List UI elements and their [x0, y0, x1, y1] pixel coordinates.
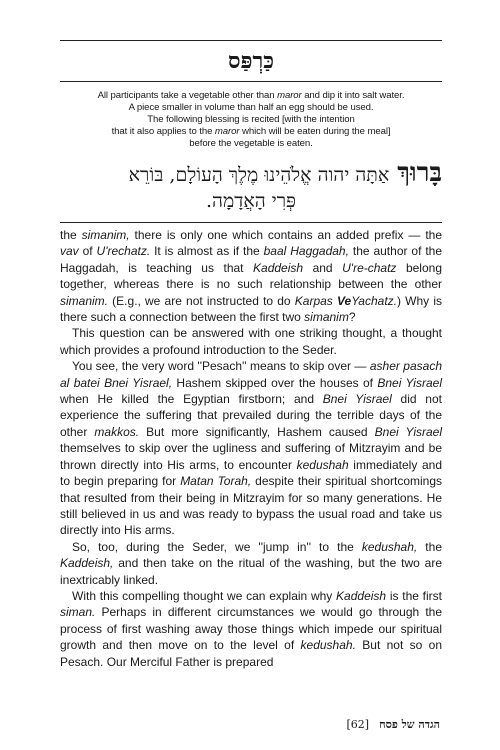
emphasis-text: Kaddeish: [336, 588, 387, 603]
title-rule: [60, 81, 442, 82]
emphasis-text: kedushah.: [300, 638, 356, 653]
text-run: is the first: [386, 588, 442, 603]
text-run: despite their spiritual shortcomings that resulted from their being in Mitzrayim for so many generations. He still believed in us and was ready to bypass the usual road and take us directly into His arms.: [60, 474, 443, 538]
page-content: [60, 40, 442, 670]
text-run: Hashem skipped over the houses of: [172, 375, 378, 390]
top-rule: [60, 40, 442, 41]
instruction-line-5: before the vegetable is eaten.: [189, 138, 313, 149]
instruction-line-2: A piece smaller in volume than half an egg should be used.: [128, 102, 374, 113]
blessing-text: [60, 160, 442, 214]
emphasis-text: simanim.: [60, 293, 109, 308]
emphasis-text: Ve: [336, 293, 352, 308]
text-run: immediately and to begin preparing for: [60, 457, 442, 489]
text-run: (E.g., we are not instructed to do: [108, 293, 295, 308]
text-run: ?: [348, 310, 356, 325]
emphasis-text: U're-chatz: [342, 260, 397, 275]
emphasis-text: Karpas: [294, 293, 337, 308]
emphasis-text: Bnei Yisrael: [322, 392, 392, 407]
text-run: Perhaps in different circumstances we would go through the process of first washing away those things which impede our spiritual growth and then move on to the level of: [60, 605, 442, 653]
emphasis-text: Yachatz.: [351, 293, 397, 308]
text-run: did not experience the suffering that prevailed during the terrible days of the other: [60, 392, 442, 439]
page-footer: [346, 718, 440, 731]
blessing-line-1: אַתָּה יהוה אֱלֹהֵינוּ מֶלֶךְ הָעוֹלָם, בּוֹרֵא: [128, 164, 390, 186]
text-run: the: [417, 539, 442, 554]
paragraph-5: [60, 588, 442, 670]
emphasis-text: Kaddeish,: [60, 556, 114, 571]
text-run: This question can be answered with one striking thought, a thought which provides a profound introduction to the Seder.: [60, 326, 442, 357]
paragraph-4: [60, 539, 442, 588]
instruction-line-3: The following blessing is recited [with the intention: [147, 114, 355, 125]
text-run: You see, the very word ''Pesach'' means to skip over —: [72, 359, 370, 374]
text-run: the: [60, 228, 82, 242]
emphasis-text: baal Haggadah,: [263, 244, 349, 259]
emphasis-text: Bnei Yisrael: [374, 424, 442, 439]
blessing-line-2: פְּרִי הָאֲדָמָה.: [205, 190, 296, 212]
text-run: there is only one which contains an added prefix — the: [129, 228, 442, 242]
emphasis-text: makkos.: [94, 424, 140, 439]
emphasis-text: siman.: [60, 605, 96, 620]
text-run: themselves to skip over the ugliness and suffering of Mitzrayim and be thrown directly into His arms, to encounter: [60, 441, 442, 472]
blessing-rule: [60, 222, 442, 223]
page-number: [62]: [346, 718, 370, 731]
text-run: ) Why is there such a connection between the first two: [60, 293, 442, 325]
emphasis-text: Matan Torah,: [180, 474, 252, 489]
emphasis-text: asher pasach al batei Bnei Yisrael,: [60, 359, 442, 390]
text-run: So, too, during the Seder, we ''jump in'' to the: [72, 539, 362, 554]
text-run: But more significantly, Hashem caused: [139, 424, 375, 439]
text-run: It is almost as if the: [150, 244, 264, 259]
paragraph-1: [60, 227, 442, 325]
emphasis-text: kedushah,: [361, 539, 418, 554]
emphasis-text: simanim: [304, 310, 349, 325]
text-run: the author of the Haggadah, is teaching us that: [60, 244, 443, 275]
text-run: and: [303, 260, 343, 275]
emphasis-text: U'rechatz.: [96, 244, 151, 259]
instructions: [60, 90, 442, 150]
text-run: belong together, whereas there is no such relationship between the other: [60, 260, 442, 292]
paragraph-2: [60, 325, 442, 358]
paragraph-3: [60, 358, 442, 538]
instruction-line-1: All participants take a vegetable other than maror and dip it into salt water.: [97, 90, 405, 101]
book-title: הגדה של פסח: [379, 718, 440, 731]
commentary-body: [60, 227, 442, 670]
text-run: With this compelling thought we can explain why: [72, 588, 337, 603]
emphasis-text: Kaddeish: [253, 260, 304, 275]
emphasis-text: simanim,: [81, 228, 130, 242]
text-run: when He killed the Egyptian firstborn; and: [60, 392, 323, 407]
text-run: of: [78, 244, 97, 259]
emphasis-text: vav: [60, 244, 79, 259]
text-run: and then take on the ritual of the washing, but the two are inextricably linked.: [60, 556, 442, 587]
blessing-first-word: בָּרוּךְ: [397, 158, 442, 188]
instruction-line-4: that it also applies to the maror which will be eaten during the meal]: [111, 126, 391, 137]
emphasis-text: kedushah: [296, 457, 349, 472]
section-title: כַּרְפַּס: [227, 48, 275, 74]
emphasis-text: Bnei Yisrael: [377, 375, 442, 390]
text-run: But not so on Pesach. Our Merciful Father is prepared: [60, 638, 442, 669]
